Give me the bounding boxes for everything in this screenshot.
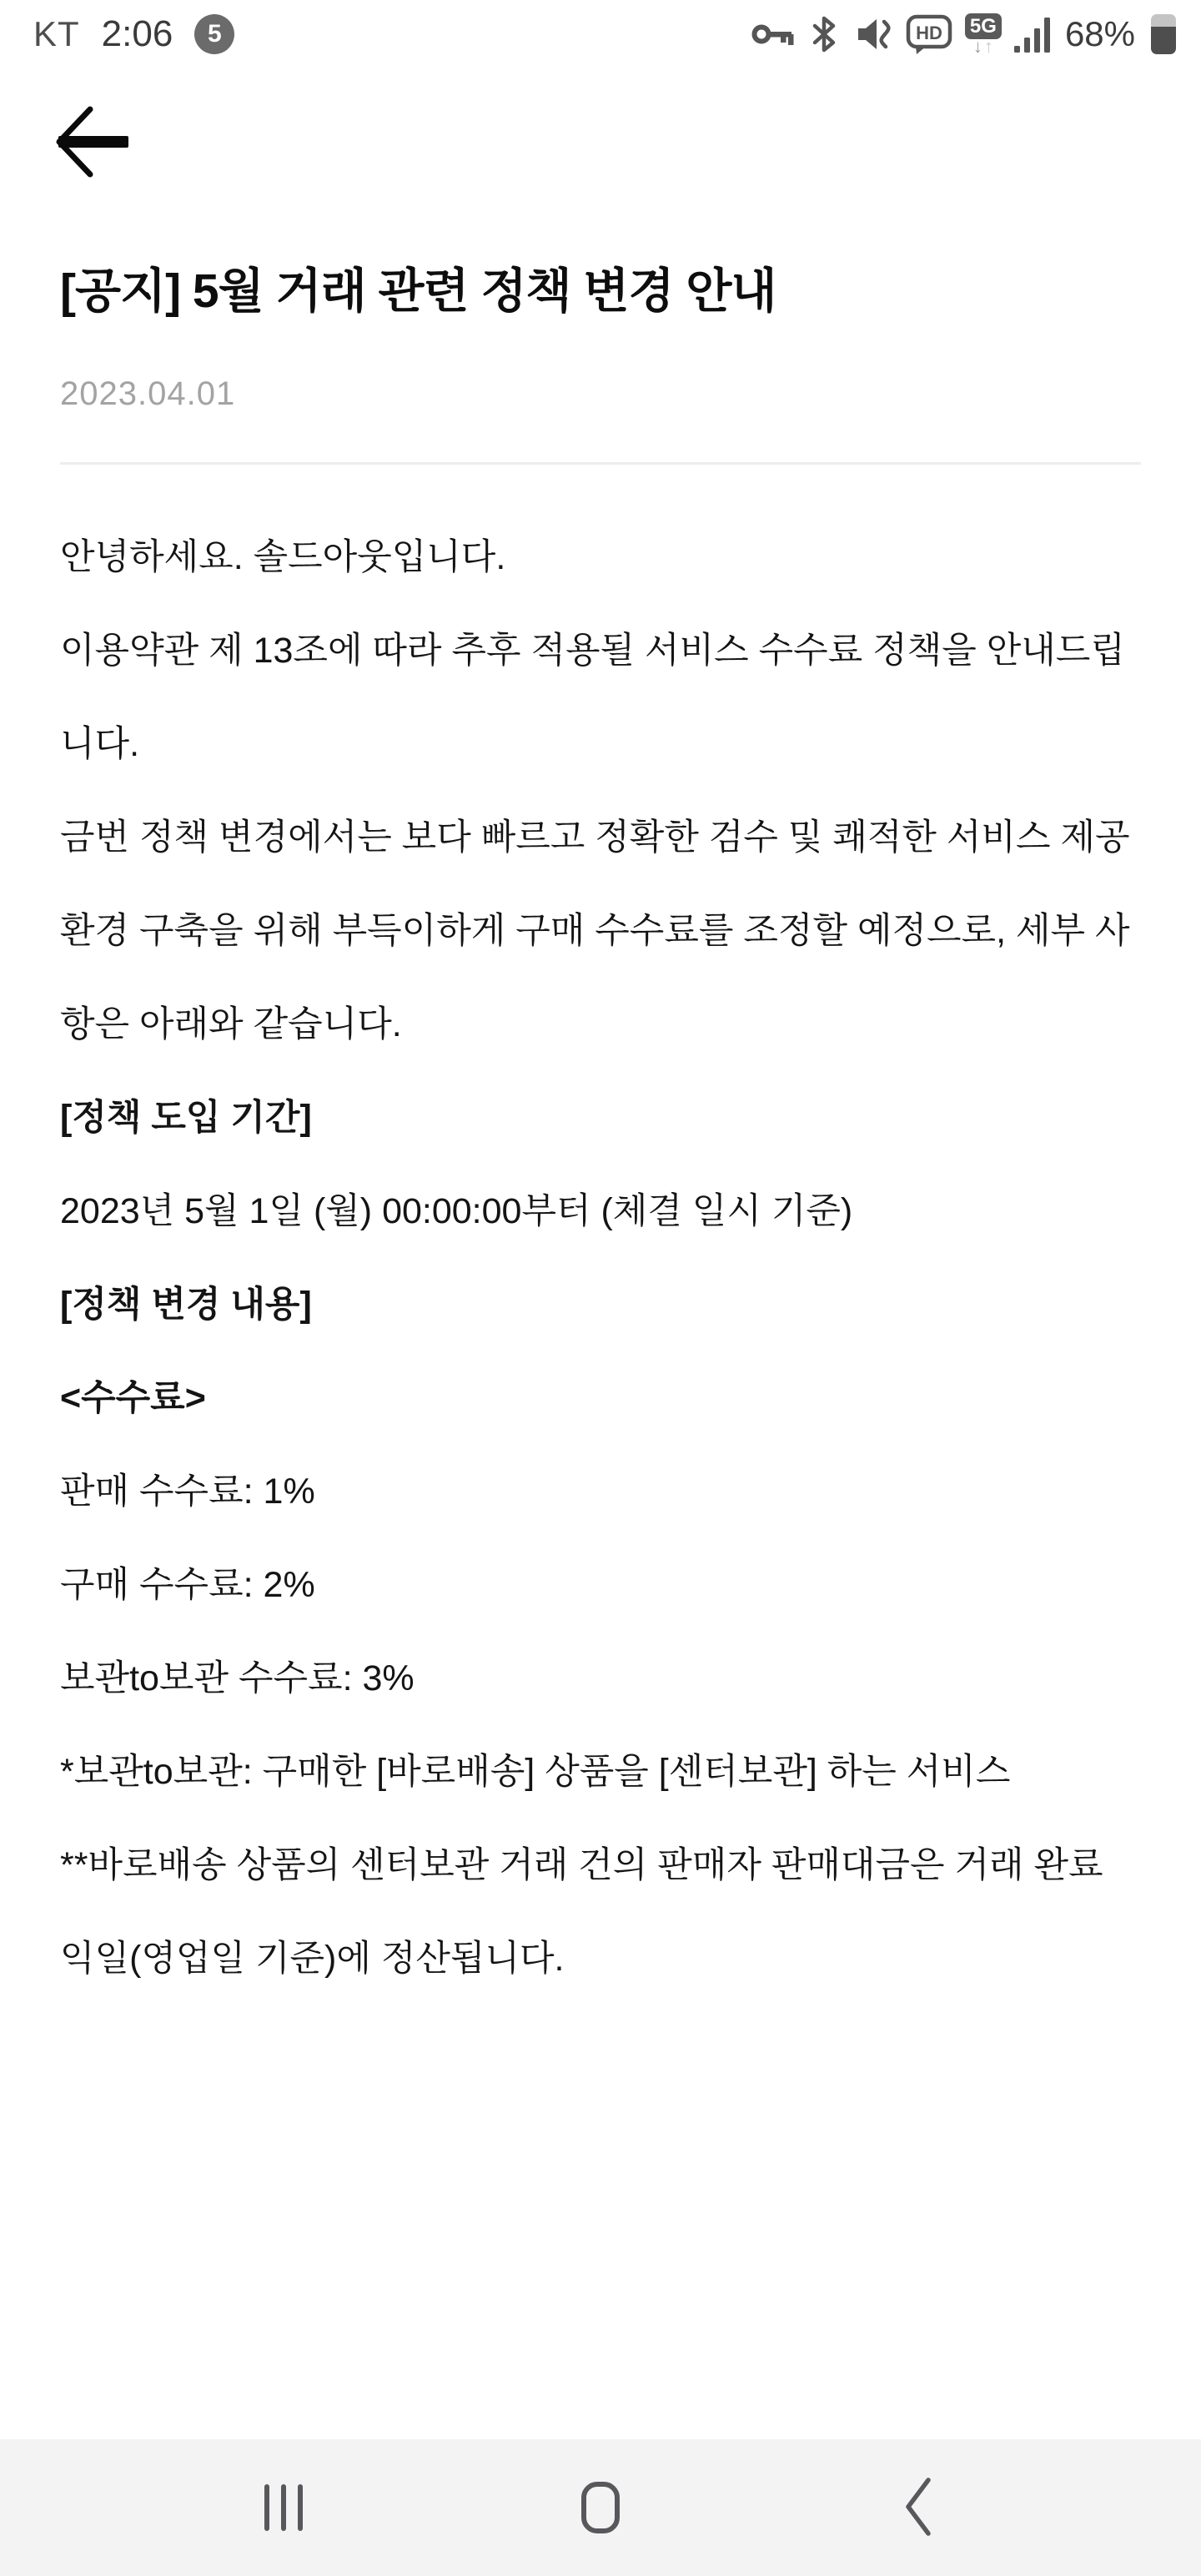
fee-buy: 구매 수수료: 2%: [60, 1565, 315, 1605]
network-5g-icon: [965, 13, 1002, 56]
back-button[interactable]: [50, 103, 142, 182]
status-bar: [0, 0, 1201, 62]
back-arrow-icon: [50, 104, 133, 182]
fees-heading: <수수료>: [60, 1378, 206, 1418]
battery-percent-label: 68%: [1064, 14, 1135, 53]
body-greeting: 안녕하세요. 솔드아웃입니다.: [60, 537, 506, 577]
article-date: 2023.04.01: [60, 375, 236, 412]
article-body: [60, 511, 1141, 2005]
recents-icon: [264, 2484, 303, 2531]
carrier-label: KT: [33, 14, 80, 53]
fee-storage: 보관to보관 수수료: 3%: [60, 1658, 415, 1698]
nav-back-icon: [900, 2475, 935, 2541]
section-period-value: 2023년 5월 1일 (월) 00:00:00부터 (체결 일시 기준): [60, 1191, 853, 1231]
recents-button[interactable]: [125, 2439, 442, 2576]
section-changes-heading: [정책 변경 내용]: [60, 1285, 312, 1325]
hd-voice-icon: [906, 13, 952, 55]
section-period-heading: [정책 도입 기간]: [60, 1098, 312, 1138]
home-icon: [581, 2482, 620, 2533]
divider: [60, 462, 1141, 465]
mute-vibrate-icon: [853, 15, 893, 53]
body-intro-2: 금번 정책 변경에서는 보다 빠르고 정확한 검수 및 쾌적한 서비스 제공 환경 구축을 위해 부득이하게 구매 수수료를 조정할 예정으로, 세부 사항은 아래와 같습니다.: [60, 818, 1130, 1044]
home-button[interactable]: [442, 2439, 759, 2576]
svg-text:HD: HD: [916, 23, 942, 43]
clock: 2:06: [101, 13, 173, 54]
body-intro-1: 이용약관 제 13조에 따라 추후 적용될 서비스 수수료 정책을 안내드립니다.: [60, 631, 1125, 764]
status-bar-right: [751, 13, 1176, 56]
fee-sell: 판매 수수료: 1%: [60, 1472, 315, 1512]
fee-note-1: *보관to보관: 구매한 [바로배송] 상품을 [센터보관] 하는 서비스: [60, 1752, 1011, 1792]
signal-strength-icon: [1014, 14, 1051, 54]
bluetooth-icon: [807, 14, 841, 54]
page-title: [공지] 5월 거래 관련 정책 변경 안내: [60, 264, 776, 318]
battery-icon: [1151, 14, 1176, 54]
status-bar-left: [33, 13, 234, 55]
nav-back-button[interactable]: [759, 2439, 1076, 2576]
vpn-key-icon: [751, 15, 795, 53]
network-5g-label: 5G: [965, 13, 1002, 39]
notification-count-badge: 5: [194, 14, 234, 54]
android-nav-bar: [0, 2439, 1201, 2576]
fee-note-2: **바로배송 상품의 센터보관 거래 건의 판매자 판매대금은 거래 완료 익일(영업일 기준)에 정산됩니다.: [60, 1845, 1103, 1979]
data-arrows-icon: ↓ ↑: [972, 35, 993, 57]
